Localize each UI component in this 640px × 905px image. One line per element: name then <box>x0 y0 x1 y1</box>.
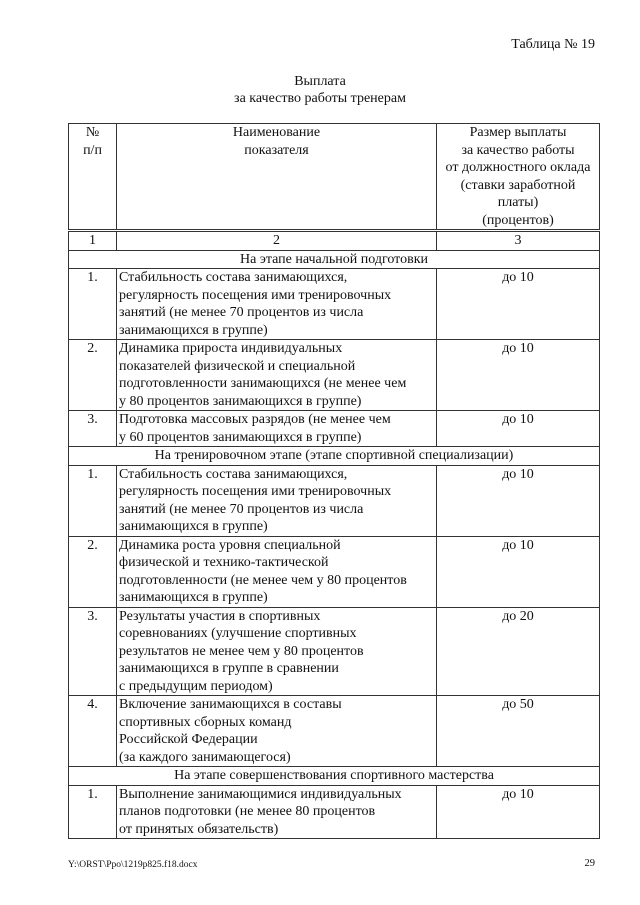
indicator-line: (за каждого занимающегося) <box>119 749 291 765</box>
table-row <box>69 536 600 607</box>
indicator-name <box>117 269 437 340</box>
column-number: 1 <box>69 231 117 251</box>
indicator-line: результатов не менее чем у 80 процентов <box>119 643 364 659</box>
indicator-line: регулярность посещения ими тренировочных <box>119 287 392 303</box>
indicator-name <box>117 785 437 839</box>
header-number-line: п/п <box>83 142 102 158</box>
indicator-line: занятий (не менее 70 процентов из числа <box>119 501 364 517</box>
header-size-line: за качество работы <box>461 142 575 158</box>
indicator-line: с предыдущим периодом) <box>119 678 273 694</box>
header-indicator-name <box>117 124 437 231</box>
payment-value: до 20 <box>437 607 600 696</box>
payment-value: до 10 <box>437 465 600 536</box>
row-number: 3. <box>69 411 117 447</box>
row-number: 2. <box>69 536 117 607</box>
indicator-line: Российской Федерации <box>119 732 258 747</box>
payment-table <box>68 123 600 839</box>
indicator-line: Динамика роста уровня специальной <box>119 537 341 553</box>
payment-value: до 10 <box>437 340 600 411</box>
section-title: На этапе начальной подготовки <box>69 250 600 269</box>
indicator-line: занимающихся в группе) <box>119 322 268 338</box>
payment-value: до 10 <box>437 785 600 839</box>
header-payment-size <box>437 124 600 231</box>
column-numbers-row <box>69 231 600 251</box>
section-title: На этапе совершенствования спортивного мастерства <box>69 767 600 786</box>
payment-value: до 10 <box>437 536 600 607</box>
indicator-line: спортивных сборных команд <box>119 714 292 730</box>
column-number: 2 <box>117 231 437 251</box>
indicator-line: подготовленности (не менее чем у 80 процентов <box>119 572 407 588</box>
document-title <box>0 73 640 107</box>
header-number-line: № <box>85 125 100 140</box>
table-row <box>69 785 600 839</box>
indicator-line: планов подготовки (не менее 80 процентов <box>119 804 376 819</box>
row-number: 3. <box>69 607 117 696</box>
indicator-line: регулярность посещения ими тренировочных <box>119 484 392 499</box>
header-size-line: платы) <box>497 195 539 210</box>
indicator-line: от принятых обязательств) <box>119 821 279 837</box>
section-row <box>69 447 600 466</box>
section-row <box>69 767 600 786</box>
indicator-line: Стабильность состава занимающихся, <box>119 270 348 285</box>
indicator-line: физической и технико-тактической <box>119 555 329 570</box>
indicator-line: у 60 процентов занимающихся в группе) <box>119 429 362 445</box>
header-number <box>69 124 117 231</box>
header-size-line: (процентов) <box>482 212 554 228</box>
title-line-1: Выплата <box>294 74 346 89</box>
indicator-line: занимающихся в группе) <box>119 519 268 534</box>
table-header-row <box>69 124 600 231</box>
indicator-line: показателей физической и специальной <box>119 358 356 374</box>
indicator-name <box>117 411 437 447</box>
indicator-line: занимающихся в группе в сравнении <box>119 661 339 676</box>
indicator-line: Выполнение занимающимися индивидуальных <box>119 786 402 802</box>
title-line-2: за качество работы тренерам <box>234 91 406 106</box>
row-number: 1. <box>69 269 117 340</box>
table-row <box>69 340 600 411</box>
indicator-name <box>117 607 437 696</box>
payment-value: до 10 <box>437 411 600 447</box>
row-number: 4. <box>69 696 117 767</box>
indicator-line: Результаты участия в спортивных <box>119 608 321 624</box>
header-size-line: (ставки заработной <box>460 177 576 193</box>
header-size-line: от должностного оклада <box>445 160 591 175</box>
indicator-line: Подготовка массовых разрядов (не менее чем <box>119 412 391 427</box>
table-row <box>69 269 600 340</box>
table-row <box>69 696 600 767</box>
indicator-line: занятий (не менее 70 процентов из числа <box>119 305 364 320</box>
indicator-name <box>117 536 437 607</box>
indicator-line: подготовленности занимающихся (не менее чем <box>119 376 407 391</box>
indicator-line: занимающихся в группе) <box>119 590 268 605</box>
indicator-line: у 80 процентов занимающихся в группе) <box>119 393 362 409</box>
row-number: 2. <box>69 340 117 411</box>
indicator-line: соревнованиях (улучшение спортивных <box>119 626 357 641</box>
indicator-name <box>117 696 437 767</box>
header-name-line: показателя <box>244 142 309 158</box>
section-title: На тренировочном этапе (этапе спортивной специализации) <box>69 447 600 466</box>
table-row <box>69 411 600 447</box>
header-size-line: Размер выплаты <box>469 125 567 140</box>
section-row <box>69 250 600 269</box>
indicator-name <box>117 465 437 536</box>
indicator-line: Стабильность состава занимающихся, <box>119 466 348 482</box>
payment-value: до 10 <box>437 269 600 340</box>
footer-file-path: Y:\ORST\Ppo\1219p825.f18.docx <box>68 860 198 870</box>
column-number: 3 <box>437 231 600 251</box>
table-row <box>69 465 600 536</box>
table-row <box>69 607 600 696</box>
indicator-line: Включение занимающихся в составы <box>119 697 342 712</box>
payment-value: до 50 <box>437 696 600 767</box>
row-number: 1. <box>69 465 117 536</box>
row-number: 1. <box>69 785 117 839</box>
indicator-name <box>117 340 437 411</box>
table-label: Таблица № 19 <box>511 37 595 52</box>
footer-page-number: 29 <box>584 858 595 869</box>
indicator-line: Динамика прироста индивидуальных <box>119 341 343 356</box>
header-name-line: Наименование <box>232 125 321 140</box>
